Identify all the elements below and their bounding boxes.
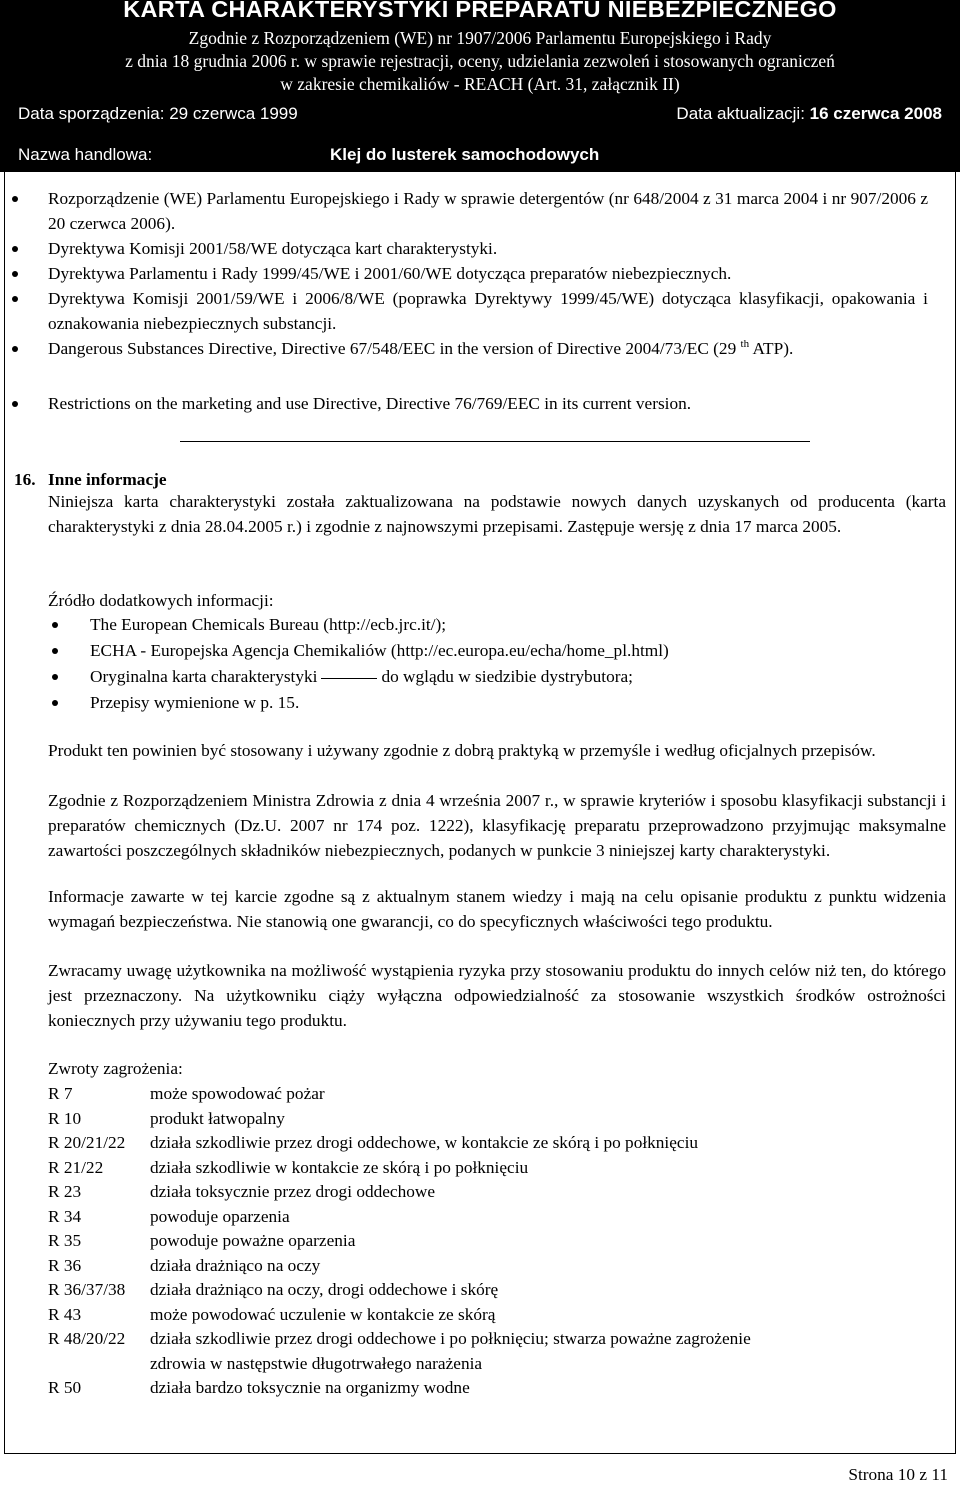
bullet-icon xyxy=(12,271,18,277)
bullet-icon xyxy=(12,196,18,202)
list-item-text: ECHA - Europejska Agencja Chemikaliów (http://ec.europa.eu/echa/home_pl.html) xyxy=(90,641,669,660)
date-created: Data sporządzenia: 29 czerwca 1999 xyxy=(18,104,298,123)
phrases-label: Zwroty zagrożenia: xyxy=(48,1059,183,1078)
page-number: Strona 10 z 11 xyxy=(848,1465,948,1484)
list-item-text: Dyrektywa Komisji 2001/58/WE dotycząca kart charakterystyki. xyxy=(48,239,498,258)
risk-description: działa drażniąco na oczy, drogi oddechowe i skórę xyxy=(150,1280,499,1299)
bullet-icon xyxy=(52,674,58,680)
bullet-icon xyxy=(52,622,58,628)
bullet-icon xyxy=(52,648,58,654)
risk-code: R 20/21/22 xyxy=(48,1133,126,1152)
bullet-icon xyxy=(12,346,18,352)
risk-code: R 50 xyxy=(48,1378,82,1397)
paragraph-information: Informacje zawarte w tej karcie zgodne są z aktualnym stanem wiedzy i mają na celu opisanie produktu z punktu widzenia wymagań bezpieczeństwa. Nie stanowią one gwarancji, co do specyficznych właściwości tego produktu. xyxy=(48,887,946,931)
date-updated xyxy=(676,104,942,124)
paragraph-warning: Zwracamy uwagę użytkownika na możliwość wystąpienia ryzyka przy stosowaniu produktu do innych celów niż ten, do którego jest przeznaczony. Na użytkowniku ciąży wyłączna odpowiedzialność za stosowanie wszystkich środków ostrożności koniecznych przy używaniu tego produktu. xyxy=(48,961,946,1030)
list-item-text: Dyrektywa Parlamentu i Rady 1999/45/WE i 2001/60/WE dotycząca preparatów niebezpiecznych. xyxy=(48,264,732,283)
original-card-location: do wglądu w siedzibie dystrybutora; xyxy=(381,667,633,686)
risk-description: działa szkodliwie przez drogi oddechowe, w kontakcie ze skórą i po połknięciu xyxy=(150,1133,699,1152)
trade-name-label: Nazwa handlowa: xyxy=(18,145,153,164)
list-item-text: Restrictions on the marketing and use Directive, Directive 76/769/EEC in its current version. xyxy=(48,394,692,413)
bullet-icon xyxy=(52,700,58,706)
risk-code: R 48/20/22 xyxy=(48,1329,126,1348)
dash-line xyxy=(321,678,377,679)
list-item-text: Rozporządzenie (WE) Parlamentu Europejskiego i Rady w sprawie detergentów (nr 648/2004 z 31 marca 2004 i nr 907/2006 z 20 czerwca 2006). xyxy=(48,189,928,233)
section-title: Inne informacje xyxy=(48,470,167,489)
risk-code: R 10 xyxy=(48,1109,82,1128)
trade-name-value: Klej do lusterek samochodowych xyxy=(330,145,600,164)
regulation-line-2: z dnia 18 grudnia 2006 r. w sprawie rejestracji, oceny, udzielania zezwoleń i stosowanych ograniczeń xyxy=(125,51,835,71)
risk-description: działa szkodliwie w kontakcie ze skórą i po połknięciu xyxy=(150,1158,529,1177)
superscript-th: th xyxy=(740,338,750,351)
risk-description: powoduje oparzenia xyxy=(150,1207,290,1226)
regulation-line-1: Zgodnie z Rozporządzeniem (WE) nr 1907/2006 Parlamentu Europejskiego i Rady xyxy=(188,28,772,48)
directive-text: Dangerous Substances Directive, Directive 67/548/EEC in the version of Directive 2004/73/EC (29 xyxy=(48,339,737,358)
risk-description: może powodować uczulenie w kontakcie ze skórą xyxy=(150,1305,496,1324)
bullet-icon xyxy=(12,246,18,252)
list-item-text: The European Chemicals Bureau (http://ecb.jrc.it/); xyxy=(90,615,447,634)
risk-description: działa szkodliwie przez drogi oddechowe i po połknięciu; stwarza poważne zagrożenie xyxy=(150,1329,751,1348)
trade-name-row xyxy=(18,145,600,165)
risk-description-continued: zdrowia w następstwie długotrwałego narażenia xyxy=(150,1354,483,1373)
risk-description: produkt łatwopalny xyxy=(150,1109,285,1128)
risk-code: R 43 xyxy=(48,1305,82,1324)
document-header xyxy=(0,0,960,172)
paragraph-classification: Zgodnie z Rozporządzeniem Ministra Zdrowia z dnia 4 września 2007 r., w sprawie kryteriów i sposobu klasyfikacji substancji i preparatów chemicznych (Dz.U. 2007 nr 174 poz. 1222), klasyfikację preparatu przeprowadzono przyjmując maksymalne zawartości poszczególnych składników niebezpiecznych, podanych w punkcie 3 niniejszej karty charakterystyki. xyxy=(48,791,946,860)
list-item-text xyxy=(48,336,928,361)
paragraph-usage: Produkt ten powinien być stosowany i używany zgodnie z dobrą praktyką w przemyśle i według oficjalnych przepisów. xyxy=(48,741,876,760)
risk-code: R 21/22 xyxy=(48,1158,104,1177)
list-item-text: Przepisy wymienione w p. 15. xyxy=(90,693,300,712)
dates-row xyxy=(18,104,942,128)
risk-code: R 34 xyxy=(48,1207,82,1226)
date-updated-label: Data aktualizacji: xyxy=(676,104,810,123)
list-item-text xyxy=(90,664,633,689)
risk-description: działa drażniąco na oczy xyxy=(150,1256,321,1275)
list-item-text: Dyrektywa Komisji 2001/59/WE i 2006/8/WE (poprawka Dyrektywy 1999/45/WE) dotycząca klasyfikacji, opakowania i oznakowania niebezpiecznych substancji. xyxy=(48,289,928,333)
risk-description: działa toksycznie przez drogi oddechowe xyxy=(150,1182,436,1201)
date-updated-value: 16 czerwca 2008 xyxy=(809,104,942,123)
bullet-icon xyxy=(12,296,18,302)
regulation-line-3: w zakresie chemikaliów - REACH (Art. 31, załącznik II) xyxy=(280,74,680,94)
original-card-text: Oryginalna karta charakterystyki xyxy=(90,667,318,686)
risk-code: R 23 xyxy=(48,1182,82,1201)
risk-code: R 36/37/38 xyxy=(48,1280,126,1299)
bullet-icon xyxy=(12,401,18,407)
divider xyxy=(180,441,810,442)
document-title: KARTA CHARAKTERYSTYKI PREPARATU NIEBEZPIECZNEGO xyxy=(123,0,837,22)
sources-label: Źródło dodatkowych informacji: xyxy=(48,591,274,610)
risk-code: R 36 xyxy=(48,1256,82,1275)
risk-code: R 35 xyxy=(48,1231,82,1250)
directive-atp: ATP). xyxy=(752,339,794,358)
risk-description: działa bardzo toksycznie na organizmy wodne xyxy=(150,1378,470,1397)
section-intro: Niniejsza karta charakterystyki została zaktualizowana na podstawie nowych danych uzyskanych od producenta (karta charakterystyki z dnia 28.04.2005 r.) i zgodnie z najnowszymi przepisami. Zastępuje wersję z dnia 17 marca 2005. xyxy=(48,492,946,536)
section-number: 16. xyxy=(14,470,36,489)
risk-description: może spowodować pożar xyxy=(150,1084,325,1103)
risk-description: powoduje poważne oparzenia xyxy=(150,1231,356,1250)
risk-code: R 7 xyxy=(48,1084,73,1103)
